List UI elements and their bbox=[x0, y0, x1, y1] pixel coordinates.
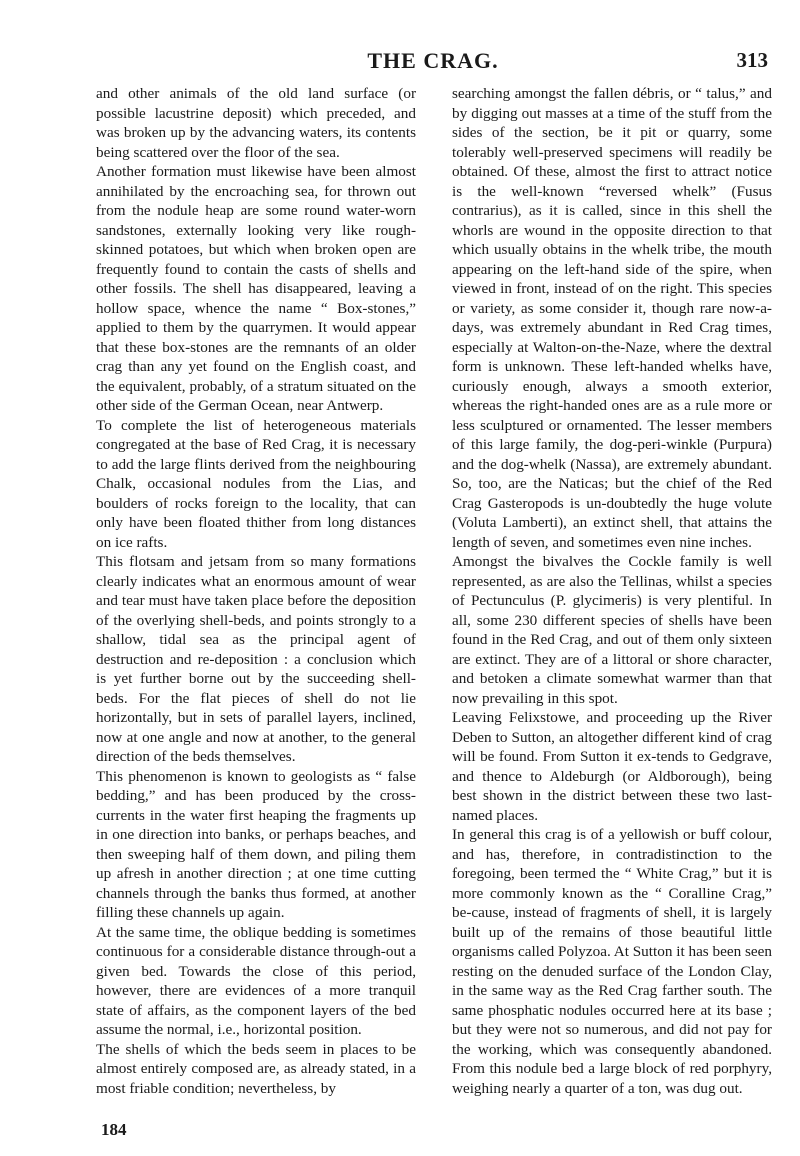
paragraph: Another formation must likewise have been almost annihilated by the encroaching sea, for thrown out from the nodule heap are some round water-worn sandstones, externally looking very like rough-skinned potatoes, but which when broken open are frequently found to contain the casts of shells and other fossils. The shell has disappeared, leaving a hollow space, whence the name “ Box-stones,” applied to them by the quarrymen. It would appear that these box-stones are the remnants of an older crag than any yet found on the English coast, and the equivalent, probably, of a stratum situated on the other side of the German Ocean, near Antwerp. bbox=[96, 163, 416, 414]
paragraph: In general this crag is of a yellowish or buff colour, and has, therefore, in contradistinction to the foregoing, been termed the “ White Crag,” but it is more commonly known as the “ Coralline Crag,” be-cause, instead of fragments of shell, it is largely built up of the remains of those beautiful little organisms called Polyzoa. At Sutton it has been seen resting on the denuded surface of the London Clay, in the same way as the Red Crag farther south. The same phosphatic nodules occurred here at its base ; but they were not so numerous, and did not pay for the working, which was consequently abandoned. From this nodule bed a large block of red porphyry, weighing nearly a quarter of a ton, was dug out. bbox=[452, 826, 772, 1097]
page-number: 313 bbox=[736, 48, 768, 72]
paragraph: searching amongst the fallen débris, or “ talus,” and by digging out masses at a time of the stuff from the sides of the section, be it pit or quarry, some tolerably well-preserved specimens will readily be obtained. Of these, almost the first to attract notice is the well-known “reversed whelk” (Fusus contrarius), as it is called, since in this shell the whorls are wound in the opposite direction to that which usually obtains in the whelk tribe, the mouth appearing on the left-hand side of the spire, when viewed in front, instead of on the right. This species or variety, as some consider it, though rare now-a-days, was extremely abundant in Red Crag times, especially at Walton-on-the-Naze, where the dextral form is unknown. These left-handed whelks have, curiously enough, always a smooth exterior, whereas the right-handed ones are as a rule more or less sculptured or ornamented. The lesser members of this large family, the dog-peri-winkle (Purpura) and the dog-whelk (Nassa), are extremely abundant. So, too, are the Naticas; but the chief of the Red Crag Gasteropods is un-doubtedly the huge volute (Voluta Lamberti), an extinct shell, that attains the length of seven, and sometimes even nine inches. bbox=[452, 85, 772, 551]
running-title: THE CRAG. bbox=[367, 48, 499, 73]
paragraph: and other animals of the old land surface (or possible lacustrine deposit) which preceded, and was broken up by the advancing waters, its contents being scattered over the floor of the sea. bbox=[96, 85, 416, 161]
paragraph: Leaving Felixstowe, and proceeding up the River Deben to Sutton, an altogether different kind of crag will be found. From Sutton it ex-tends to Gedgrave, and thence to Aldeburgh (or Aldborough), being best shown in the district between these two last-named places. bbox=[452, 709, 772, 824]
paragraph: This flotsam and jetsam from so many formations clearly indicates what an enormous amount of wear and tear must have taken place before the deposition of the overlying shell-beds, and points strongly to a shallow, tidal sea as the principal agent of destruction and re-deposition : a conclusion which is yet further borne out by the succeeding shell-beds. For the flat pieces of shell do not lie horizontally, but in sets of parallel layers, inclined, now at one angle and now at another, to the general direction of the beds themselves. bbox=[96, 553, 416, 765]
page-header bbox=[96, 46, 770, 76]
paragraph: The shells of which the beds seem in places to be almost entirely composed are, as already stated, in a most friable condition; nevertheless, by bbox=[96, 1040, 416, 1097]
left-column bbox=[96, 84, 416, 1098]
paragraph: To complete the list of heterogeneous materials congregated at the base of Red Crag, it is necessary to add the large flints derived from the neighbouring Chalk, occasional nodules from the Lias, and boulders of rocks foreign to the locality, that can only have been floated thither from long distances on ice rafts. bbox=[96, 416, 416, 551]
paragraph: Amongst the bivalves the Cockle family is well represented, as are also the Tellinas, whilst a species of Pectunculus (P. glycimeris) is very plentiful. In all, some 230 different species of shells have been found in the Red Crag, and out of them only sixteen are extinct. They are of a littoral or shore character, and betoken a climate somewhat warmer than that now prevailing in this spot. bbox=[452, 553, 772, 707]
paragraph: This phenomenon is known to geologists as “ false bedding,” and has been produced by the cross-currents in the water first heaping the fragments up in one direction into banks, or perhaps beaches, and then sweeping half of them down, and piling them up afresh in another direction ; at one time cutting channels through the banks thus formed, at another filling these channels up again. bbox=[96, 767, 416, 921]
paragraph: At the same time, the oblique bedding is sometimes continuous for a considerable distance through-out a given bed. Towards the close of this period, however, there are evidences of a more tranquil state of affairs, as the component layers of the bed assume the normal, i.e., horizontal position. bbox=[96, 923, 416, 1038]
signature-mark: 184 bbox=[101, 1120, 127, 1139]
right-column bbox=[452, 84, 772, 1098]
